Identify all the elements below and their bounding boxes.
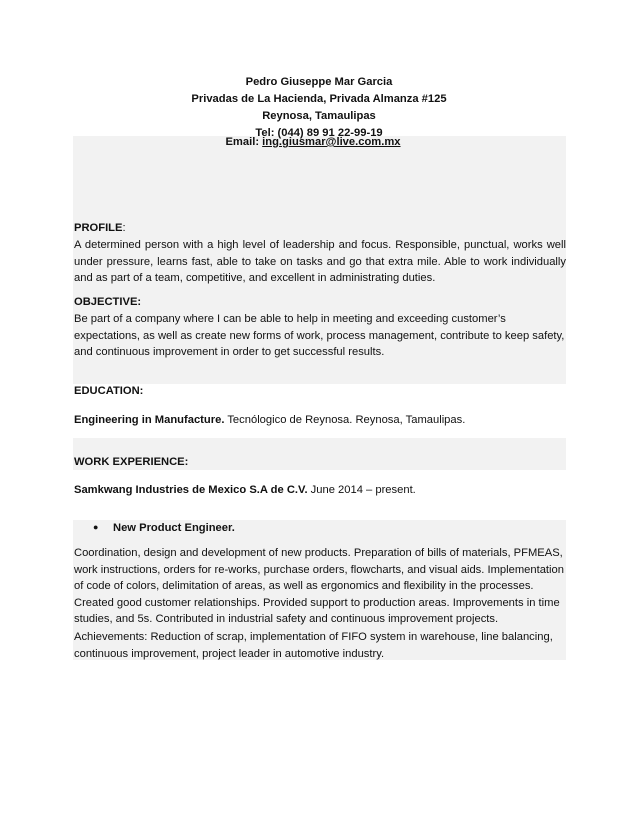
candidate-name: Pedro Giuseppe Mar Garcia bbox=[245, 76, 393, 88]
email-link[interactable]: ing.giusmar@live.com.mx bbox=[262, 136, 401, 148]
work-company: Samkwang Industries de Mexico S.A de C.V. bbox=[74, 484, 308, 496]
work-dates: June 2014 – present. bbox=[307, 484, 416, 496]
profile-heading: PROFILE bbox=[74, 222, 123, 234]
address-line-2: Reynosa, Tamaulipas bbox=[262, 110, 376, 122]
address-line-1: Privadas de La Hacienda, Privada Almanza #125 bbox=[191, 93, 447, 105]
profile-text: A determined person with a high level of leadership and focus. Responsible, punctual, works well under pressure, learns fast, able to take on tasks and go that extra mile. Able to work individually and as part of a team, competitive, and excellent in administrating duties. bbox=[74, 239, 566, 284]
email-line bbox=[0, 134, 632, 151]
objective-text: Be part of a company where I can be able to help in meeting and exceeding customer’s expectations, as well as create new forms of work, process management, contribute to keep safety, and continuous improvement in order to get successful results. bbox=[74, 313, 565, 358]
work-achievements: Achievements: Reduction of scrap, implementation of FIFO system in warehouse, line balancing, continuous improvement, project leader in automotive industry. bbox=[74, 631, 553, 660]
bullet-icon: ● bbox=[93, 522, 99, 532]
work-company-line bbox=[74, 482, 566, 499]
phone: Tel: (044) 89 91 22-99-19 bbox=[255, 127, 383, 139]
education-degree: Engineering in Manufacture. bbox=[74, 414, 225, 426]
work-position: New Product Engineer. bbox=[113, 522, 235, 534]
education-heading: EDUCATION: bbox=[74, 385, 144, 397]
work-heading: WORK EXPERIENCE: bbox=[74, 456, 189, 468]
education-entry bbox=[74, 412, 566, 429]
objective-heading: OBJECTIVE: bbox=[74, 296, 142, 308]
email-label: Email: bbox=[225, 136, 263, 148]
profile-colon: : bbox=[122, 222, 126, 234]
education-school: Tecnólogico de Reynosa. Reynosa, Tamaulipas. bbox=[224, 414, 466, 426]
work-duties: Coordination, design and development of new products. Preparation of bills of materials, PFMEAS, work instructions, orders for re-works, purchase orders, flowcharts, and visual aids. Implementation of code of colors, delimitation of areas, as well as ergonomics and flexibility in the processes. Created good customer relationships. Provided support to production areas. Improvements in time studies, and 5s. Contributed in industrial safety and continuous improvement projects. bbox=[74, 547, 564, 625]
profile-heading-line bbox=[74, 220, 566, 237]
